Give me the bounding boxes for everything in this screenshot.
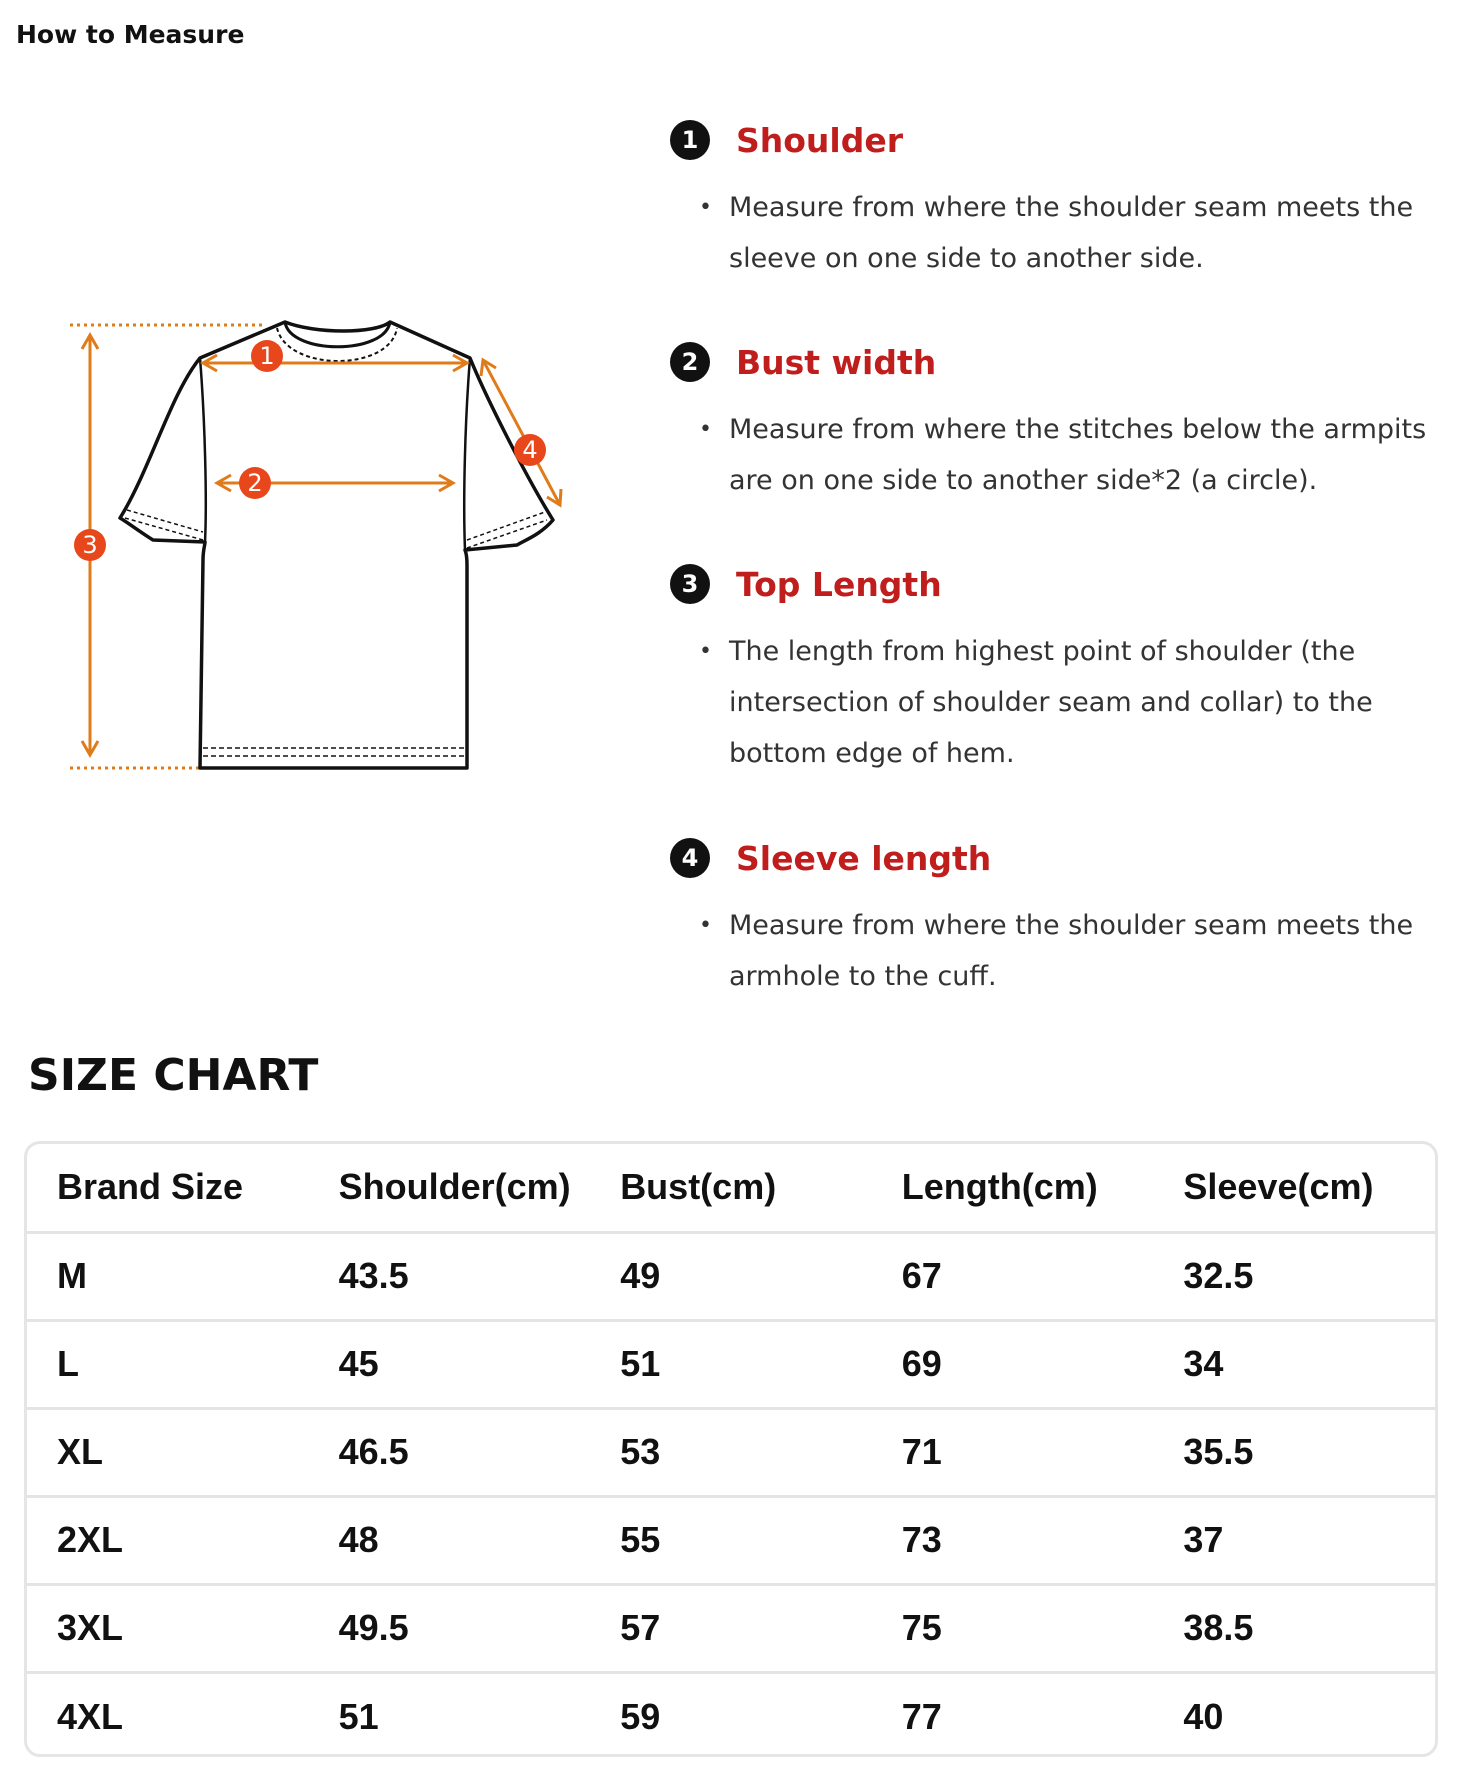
table-cell: 43.5 [309, 1232, 591, 1320]
table-cell: 77 [872, 1672, 1154, 1757]
column-header: Sleeve(cm) [1183, 1166, 1374, 1208]
guide-shoulder [670, 120, 1450, 284]
number-2-icon: 2 [670, 342, 710, 382]
number-3-icon: 3 [670, 564, 710, 604]
guide-description: • Measure from where the stitches below the armpits are on one side to another side*2 (a circle). [703, 404, 1464, 506]
table-cell: 57 [590, 1584, 872, 1672]
size-chart-title: SIZE CHART [28, 1050, 319, 1101]
table-cell: 75 [872, 1584, 1154, 1672]
table-cell: 45 [309, 1320, 591, 1408]
table-cell: 51 [590, 1320, 872, 1408]
guide-sleeve-length [670, 838, 1450, 1002]
guide-title: Top Length [736, 564, 942, 604]
table-cell: 3XL [27, 1584, 309, 1672]
table-cell: 73 [872, 1496, 1154, 1584]
table-row [27, 1232, 1435, 1320]
table-row [27, 1584, 1435, 1672]
column-header: Brand Size [57, 1166, 244, 1208]
table-row [27, 1408, 1435, 1496]
size-chart-table [24, 1141, 1438, 1757]
table-row [27, 1320, 1435, 1408]
table-cell: 49 [590, 1232, 872, 1320]
table-cell: 40 [1153, 1672, 1435, 1757]
marker-3-label: 3 [82, 531, 98, 559]
table-cell: 51 [309, 1672, 591, 1757]
table-cell: 48 [309, 1496, 591, 1584]
guide-top-length [670, 564, 1450, 779]
table-cell: 2XL [27, 1496, 309, 1584]
guide-title: Shoulder [736, 120, 904, 160]
table-cell: 49.5 [309, 1584, 591, 1672]
page-title: How to Measure [16, 20, 245, 49]
marker-2-label: 2 [247, 469, 263, 497]
guide-description: • The length from highest point of shoulder (the intersection of shoulder seam and collar) to the bottom edge of hem. [703, 626, 1464, 779]
column-header: Length(cm) [901, 1166, 1098, 1208]
table-cell: 71 [872, 1408, 1154, 1496]
guide-title: Sleeve length [736, 838, 992, 878]
table-header-row [27, 1144, 1435, 1232]
table-cell: 35.5 [1153, 1408, 1435, 1496]
table-cell: L [27, 1320, 309, 1408]
table-cell: 37 [1153, 1496, 1435, 1584]
table-cell: 34 [1153, 1320, 1435, 1408]
table-cell: 55 [590, 1496, 872, 1584]
table-cell: 67 [872, 1232, 1154, 1320]
marker-1-label: 1 [259, 342, 275, 370]
number-1-icon: 1 [670, 120, 710, 160]
guide-description: • Measure from where the shoulder seam meets the armhole to the cuff. [703, 900, 1464, 1002]
tshirt-measure-diagram [55, 300, 595, 780]
table-cell: 4XL [27, 1672, 309, 1757]
guide-title: Bust width [736, 342, 937, 382]
table-cell: XL [27, 1408, 309, 1496]
table-cell: M [27, 1232, 309, 1320]
table-row [27, 1496, 1435, 1584]
table-cell: 53 [590, 1408, 872, 1496]
column-header: Shoulder(cm) [338, 1166, 571, 1208]
column-header: Bust(cm) [620, 1166, 777, 1208]
table-row [27, 1672, 1435, 1757]
marker-4-label: 4 [522, 436, 538, 464]
table-cell: 38.5 [1153, 1584, 1435, 1672]
table-cell: 32.5 [1153, 1232, 1435, 1320]
table-cell: 59 [590, 1672, 872, 1757]
number-4-icon: 4 [670, 838, 710, 878]
table-cell: 69 [872, 1320, 1154, 1408]
tshirt-outline-icon [120, 322, 553, 768]
table-cell: 46.5 [309, 1408, 591, 1496]
guide-description: • Measure from where the shoulder seam meets the sleeve on one side to another side. [703, 182, 1464, 284]
guide-bust-width [670, 342, 1450, 506]
